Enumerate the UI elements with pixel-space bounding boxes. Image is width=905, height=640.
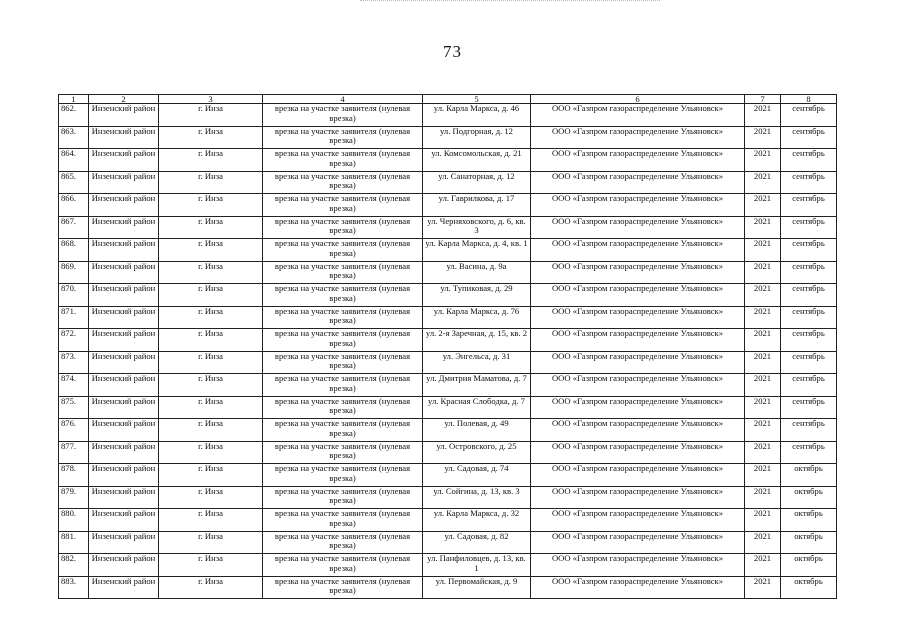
- work-type-cell: врезка на участке заявителя (нулевая врезка): [263, 531, 423, 554]
- work-type-cell: врезка на участке заявителя (нулевая врезка): [263, 486, 423, 509]
- work-type-cell: врезка на участке заявителя (нулевая врезка): [263, 149, 423, 172]
- month-cell: сентябрь: [781, 441, 837, 464]
- month-cell: сентябрь: [781, 396, 837, 419]
- district-cell: Инзенский район: [89, 194, 159, 217]
- address-cell: ул. Гаврилкова, д. 17: [423, 194, 531, 217]
- organization-cell: ООО «Газпром газораспределение Ульяновск»: [531, 329, 745, 352]
- city-cell: г. Инза: [159, 104, 263, 127]
- organization-cell: ООО «Газпром газораспределение Ульяновск»: [531, 554, 745, 577]
- city-cell: г. Инза: [159, 239, 263, 262]
- row-number-cell: 869.: [59, 261, 89, 284]
- city-cell: г. Инза: [159, 329, 263, 352]
- organization-cell: ООО «Газпром газораспределение Ульяновск»: [531, 351, 745, 374]
- organization-cell: ООО «Газпром газораспределение Ульяновск»: [531, 396, 745, 419]
- column-header: 7: [745, 95, 781, 104]
- organization-cell: ООО «Газпром газораспределение Ульяновск»: [531, 261, 745, 284]
- address-cell: ул. Энгельса, д. 31: [423, 351, 531, 374]
- district-cell: Инзенский район: [89, 149, 159, 172]
- address-cell: ул. Черняховского, д. 6, кв. 3: [423, 216, 531, 239]
- row-number-cell: 877.: [59, 441, 89, 464]
- year-cell: 2021: [745, 216, 781, 239]
- year-cell: 2021: [745, 486, 781, 509]
- month-cell: октябрь: [781, 531, 837, 554]
- year-cell: 2021: [745, 171, 781, 194]
- row-number-cell: 871.: [59, 306, 89, 329]
- organization-cell: ООО «Газпром газораспределение Ульяновск»: [531, 306, 745, 329]
- city-cell: г. Инза: [159, 441, 263, 464]
- organization-cell: ООО «Газпром газораспределение Ульяновск»: [531, 576, 745, 599]
- table-row: [59, 239, 837, 262]
- work-type-cell: врезка на участке заявителя (нулевая врезка): [263, 261, 423, 284]
- row-number-cell: 873.: [59, 351, 89, 374]
- column-header: 8: [781, 95, 837, 104]
- year-cell: 2021: [745, 441, 781, 464]
- month-cell: сентябрь: [781, 351, 837, 374]
- month-cell: сентябрь: [781, 216, 837, 239]
- address-cell: ул. Садовая, д. 74: [423, 464, 531, 487]
- year-cell: 2021: [745, 149, 781, 172]
- month-cell: сентябрь: [781, 284, 837, 307]
- row-number-cell: 878.: [59, 464, 89, 487]
- table-row: [59, 486, 837, 509]
- year-cell: 2021: [745, 464, 781, 487]
- table-row: [59, 329, 837, 352]
- organization-cell: ООО «Газпром газораспределение Ульяновск»: [531, 126, 745, 149]
- address-cell: ул. Панфиловцев, д. 13, кв. 1: [423, 554, 531, 577]
- row-number-cell: 879.: [59, 486, 89, 509]
- year-cell: 2021: [745, 329, 781, 352]
- year-cell: 2021: [745, 419, 781, 442]
- schedule-table: [58, 94, 837, 599]
- city-cell: г. Инза: [159, 486, 263, 509]
- district-cell: Инзенский район: [89, 261, 159, 284]
- year-cell: 2021: [745, 306, 781, 329]
- table-row: [59, 104, 837, 127]
- row-number-cell: 864.: [59, 149, 89, 172]
- table-row: [59, 261, 837, 284]
- column-header: 2: [89, 95, 159, 104]
- month-cell: сентябрь: [781, 329, 837, 352]
- table-row: [59, 396, 837, 419]
- row-number-cell: 862.: [59, 104, 89, 127]
- column-header: 4: [263, 95, 423, 104]
- address-cell: ул. Комсомольская, д. 21: [423, 149, 531, 172]
- organization-cell: ООО «Газпром газораспределение Ульяновск»: [531, 374, 745, 397]
- work-type-cell: врезка на участке заявителя (нулевая врезка): [263, 329, 423, 352]
- table-row: [59, 306, 837, 329]
- work-type-cell: врезка на участке заявителя (нулевая врезка): [263, 554, 423, 577]
- work-type-cell: врезка на участке заявителя (нулевая врезка): [263, 104, 423, 127]
- row-number-cell: 867.: [59, 216, 89, 239]
- scan-artifact-line: [360, 0, 660, 4]
- year-cell: 2021: [745, 194, 781, 217]
- city-cell: г. Инза: [159, 531, 263, 554]
- work-type-cell: врезка на участке заявителя (нулевая врезка): [263, 464, 423, 487]
- city-cell: г. Инза: [159, 216, 263, 239]
- year-cell: 2021: [745, 531, 781, 554]
- work-type-cell: врезка на участке заявителя (нулевая врезка): [263, 216, 423, 239]
- organization-cell: ООО «Газпром газораспределение Ульяновск»: [531, 419, 745, 442]
- city-cell: г. Инза: [159, 284, 263, 307]
- district-cell: Инзенский район: [89, 216, 159, 239]
- address-cell: ул. Карла Маркса, д. 76: [423, 306, 531, 329]
- page-number: 73: [443, 42, 462, 61]
- work-type-cell: врезка на участке заявителя (нулевая врезка): [263, 126, 423, 149]
- city-cell: г. Инза: [159, 149, 263, 172]
- row-number-cell: 863.: [59, 126, 89, 149]
- district-cell: Инзенский район: [89, 351, 159, 374]
- month-cell: сентябрь: [781, 149, 837, 172]
- district-cell: Инзенский район: [89, 306, 159, 329]
- district-cell: Инзенский район: [89, 441, 159, 464]
- address-cell: ул. Сойгина, д. 13, кв. 3: [423, 486, 531, 509]
- district-cell: Инзенский район: [89, 171, 159, 194]
- work-type-cell: врезка на участке заявителя (нулевая врезка): [263, 374, 423, 397]
- table-row: [59, 554, 837, 577]
- work-type-cell: врезка на участке заявителя (нулевая врезка): [263, 239, 423, 262]
- row-number-cell: 874.: [59, 374, 89, 397]
- organization-cell: ООО «Газпром газораспределение Ульяновск»: [531, 284, 745, 307]
- table-row: [59, 441, 837, 464]
- column-header: 5: [423, 95, 531, 104]
- table-row: [59, 194, 837, 217]
- row-number-cell: 876.: [59, 419, 89, 442]
- work-type-cell: врезка на участке заявителя (нулевая врезка): [263, 441, 423, 464]
- district-cell: Инзенский район: [89, 396, 159, 419]
- organization-cell: ООО «Газпром газораспределение Ульяновск»: [531, 216, 745, 239]
- year-cell: 2021: [745, 351, 781, 374]
- district-cell: Инзенский район: [89, 531, 159, 554]
- district-cell: Инзенский район: [89, 509, 159, 532]
- district-cell: Инзенский район: [89, 374, 159, 397]
- district-cell: Инзенский район: [89, 329, 159, 352]
- address-cell: ул. Карла Маркса, д. 46: [423, 104, 531, 127]
- month-cell: октябрь: [781, 486, 837, 509]
- district-cell: Инзенский район: [89, 486, 159, 509]
- table-row: [59, 216, 837, 239]
- work-type-cell: врезка на участке заявителя (нулевая врезка): [263, 194, 423, 217]
- table-body: [59, 104, 837, 599]
- organization-cell: ООО «Газпром газораспределение Ульяновск»: [531, 486, 745, 509]
- row-number-cell: 882.: [59, 554, 89, 577]
- month-cell: октябрь: [781, 554, 837, 577]
- organization-cell: ООО «Газпром газораспределение Ульяновск»: [531, 149, 745, 172]
- city-cell: г. Инза: [159, 351, 263, 374]
- city-cell: г. Инза: [159, 509, 263, 532]
- organization-cell: ООО «Газпром газораспределение Ульяновск»: [531, 509, 745, 532]
- year-cell: 2021: [745, 104, 781, 127]
- district-cell: Инзенский район: [89, 239, 159, 262]
- row-number-cell: 880.: [59, 509, 89, 532]
- column-number-header-row: [59, 95, 837, 104]
- month-cell: сентябрь: [781, 194, 837, 217]
- month-cell: сентябрь: [781, 261, 837, 284]
- column-header: 6: [531, 95, 745, 104]
- year-cell: 2021: [745, 261, 781, 284]
- row-number-cell: 866.: [59, 194, 89, 217]
- address-cell: ул. Санаторная, д. 12: [423, 171, 531, 194]
- month-cell: сентябрь: [781, 171, 837, 194]
- district-cell: Инзенский район: [89, 464, 159, 487]
- table-row: [59, 149, 837, 172]
- work-type-cell: врезка на участке заявителя (нулевая врезка): [263, 509, 423, 532]
- address-cell: ул. Карла Маркса, д. 32: [423, 509, 531, 532]
- work-type-cell: врезка на участке заявителя (нулевая врезка): [263, 351, 423, 374]
- month-cell: сентябрь: [781, 104, 837, 127]
- city-cell: г. Инза: [159, 194, 263, 217]
- city-cell: г. Инза: [159, 306, 263, 329]
- row-number-cell: 872.: [59, 329, 89, 352]
- year-cell: 2021: [745, 126, 781, 149]
- work-type-cell: врезка на участке заявителя (нулевая врезка): [263, 284, 423, 307]
- address-cell: ул. Дмитрия Маматова, д. 7: [423, 374, 531, 397]
- work-type-cell: врезка на участке заявителя (нулевая врезка): [263, 171, 423, 194]
- address-cell: ул. Тупиковая, д. 29: [423, 284, 531, 307]
- city-cell: г. Инза: [159, 464, 263, 487]
- month-cell: октябрь: [781, 464, 837, 487]
- row-number-cell: 881.: [59, 531, 89, 554]
- month-cell: октябрь: [781, 576, 837, 599]
- month-cell: сентябрь: [781, 306, 837, 329]
- year-cell: 2021: [745, 239, 781, 262]
- district-cell: Инзенский район: [89, 284, 159, 307]
- month-cell: сентябрь: [781, 419, 837, 442]
- address-cell: ул. Полевая, д. 49: [423, 419, 531, 442]
- year-cell: 2021: [745, 576, 781, 599]
- city-cell: г. Инза: [159, 126, 263, 149]
- month-cell: сентябрь: [781, 239, 837, 262]
- city-cell: г. Инза: [159, 576, 263, 599]
- address-cell: ул. Подгорная, д. 12: [423, 126, 531, 149]
- month-cell: сентябрь: [781, 374, 837, 397]
- city-cell: г. Инза: [159, 396, 263, 419]
- district-cell: Инзенский район: [89, 576, 159, 599]
- row-number-cell: 865.: [59, 171, 89, 194]
- column-header: 3: [159, 95, 263, 104]
- year-cell: 2021: [745, 396, 781, 419]
- table-row: [59, 576, 837, 599]
- work-type-cell: врезка на участке заявителя (нулевая врезка): [263, 306, 423, 329]
- organization-cell: ООО «Газпром газораспределение Ульяновск»: [531, 441, 745, 464]
- table-row: [59, 531, 837, 554]
- organization-cell: ООО «Газпром газораспределение Ульяновск»: [531, 464, 745, 487]
- city-cell: г. Инза: [159, 374, 263, 397]
- year-cell: 2021: [745, 374, 781, 397]
- table-row: [59, 464, 837, 487]
- table-row: [59, 374, 837, 397]
- table-row: [59, 509, 837, 532]
- address-cell: ул. Карла Маркса, д. 4, кв. 1: [423, 239, 531, 262]
- month-cell: октябрь: [781, 509, 837, 532]
- row-number-cell: 875.: [59, 396, 89, 419]
- table-row: [59, 171, 837, 194]
- year-cell: 2021: [745, 284, 781, 307]
- table-row: [59, 126, 837, 149]
- city-cell: г. Инза: [159, 419, 263, 442]
- work-type-cell: врезка на участке заявителя (нулевая врезка): [263, 396, 423, 419]
- row-number-cell: 868.: [59, 239, 89, 262]
- address-cell: ул. Красная Слободка, д. 7: [423, 396, 531, 419]
- organization-cell: ООО «Газпром газораспределение Ульяновск»: [531, 171, 745, 194]
- district-cell: Инзенский район: [89, 419, 159, 442]
- table-row: [59, 351, 837, 374]
- address-cell: ул. Островского, д. 25: [423, 441, 531, 464]
- year-cell: 2021: [745, 554, 781, 577]
- district-cell: Инзенский район: [89, 554, 159, 577]
- district-cell: Инзенский район: [89, 104, 159, 127]
- address-cell: ул. Садовая, д. 82: [423, 531, 531, 554]
- district-cell: Инзенский район: [89, 126, 159, 149]
- month-cell: сентябрь: [781, 126, 837, 149]
- city-cell: г. Инза: [159, 554, 263, 577]
- city-cell: г. Инза: [159, 261, 263, 284]
- city-cell: г. Инза: [159, 171, 263, 194]
- work-type-cell: врезка на участке заявителя (нулевая врезка): [263, 576, 423, 599]
- organization-cell: ООО «Газпром газораспределение Ульяновск»: [531, 104, 745, 127]
- table-row: [59, 419, 837, 442]
- work-type-cell: врезка на участке заявителя (нулевая врезка): [263, 419, 423, 442]
- organization-cell: ООО «Газпром газораспределение Ульяновск»: [531, 239, 745, 262]
- address-cell: ул. Васина, д. 9а: [423, 261, 531, 284]
- row-number-cell: 870.: [59, 284, 89, 307]
- address-cell: ул. 2-я Заречная, д. 15, кв. 2: [423, 329, 531, 352]
- organization-cell: ООО «Газпром газораспределение Ульяновск»: [531, 194, 745, 217]
- table-row: [59, 284, 837, 307]
- column-header: 1: [59, 95, 89, 104]
- organization-cell: ООО «Газпром газораспределение Ульяновск»: [531, 531, 745, 554]
- row-number-cell: 883.: [59, 576, 89, 599]
- year-cell: 2021: [745, 509, 781, 532]
- address-cell: ул. Первомайская, д. 9: [423, 576, 531, 599]
